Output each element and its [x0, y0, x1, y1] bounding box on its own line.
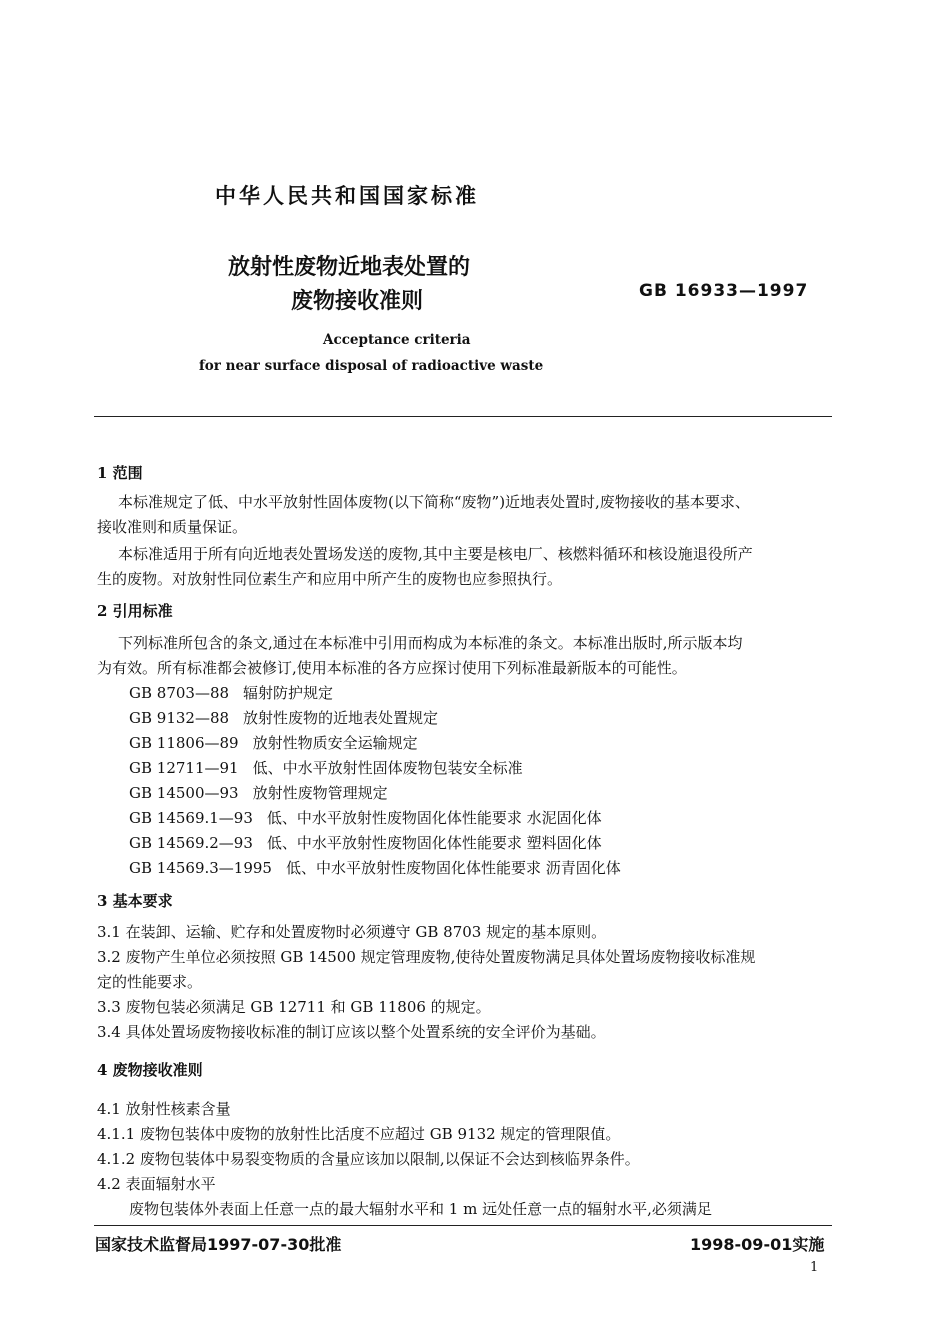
clause-4-1: 4.1 放射性核素含量 — [97, 1100, 231, 1118]
document-title-line2: 废物接收准则 — [291, 289, 424, 314]
clause-4-1-1: 4.1.1 废物包装体中废物的放射性比活度不应超过 GB 9132 规定的管理限值。 — [97, 1125, 621, 1143]
clause-3-4: 3.4 具体处置场废物接收标准的制订应该以整个处置系统的安全评价为基础。 — [97, 1023, 606, 1041]
english-title-line1: Acceptance criteria — [323, 332, 471, 348]
reference-item — [129, 807, 602, 828]
page-number: 1 — [810, 1260, 819, 1275]
reference-code: GB 11806—89 — [129, 734, 239, 752]
clause-4-2: 4.2 表面辐射水平 — [97, 1175, 216, 1193]
document-title-line1: 放射性废物近地表处置的 — [228, 255, 471, 280]
reference-item — [129, 732, 418, 753]
reference-title: 放射性废物的近地表处置规定 — [243, 709, 439, 727]
reference-code: GB 12711—91 — [129, 759, 239, 777]
reference-title: 低、中水平放射性废物固化体性能要求 沥青固化体 — [285, 859, 621, 877]
national-standard-heading: 中华人民共和国国家标准 — [215, 184, 479, 208]
reference-title: 放射性废物管理规定 — [252, 784, 388, 802]
footer-divider — [94, 1225, 832, 1226]
reference-item — [129, 682, 333, 703]
section-3-heading: 3 基本要求 — [97, 892, 173, 910]
clause-3-2-line1: 3.2 废物产生单位必须按照 GB 14500 规定管理废物,使待处置废物满足具体处置场废物接收标准规 — [97, 948, 756, 966]
section-2-heading: 2 引用标准 — [97, 602, 173, 620]
clause-4-1-2: 4.1.2 废物包装体中易裂变物质的含量应该加以限制,以保证不会达到核临界条件。 — [97, 1150, 640, 1168]
section-2-paragraph-line2: 为有效。所有标准都会被修订,使用本标准的各方应探讨使用下列标准最新版本的可能性。 — [97, 659, 687, 677]
reference-code: GB 9132—88 — [129, 709, 230, 727]
clause-3-3: 3.3 废物包装必须满足 GB 12711 和 GB 11806 的规定。 — [97, 998, 491, 1016]
reference-code: GB 14569.2—93 — [129, 834, 253, 852]
section-1-paragraph-2-line1: 本标准适用于所有向近地表处置场发送的废物,其中主要是核电厂、核燃料循环和核设施退役所产 — [118, 545, 753, 563]
reference-item — [129, 757, 523, 778]
standard-number: GB 16933—1997 — [639, 281, 809, 301]
reference-code: GB 14500—93 — [129, 784, 239, 802]
clause-3-2-line2: 定的性能要求。 — [97, 973, 203, 991]
section-2-paragraph-line1: 下列标准所包含的条文,通过在本标准中引用而构成为本标准的条文。本标准出版时,所示版本均 — [118, 634, 743, 652]
section-1-heading: 1 范围 — [97, 464, 143, 482]
reference-code: GB 14569.3—1995 — [129, 859, 272, 877]
reference-title: 低、中水平放射性废物固化体性能要求 塑料固化体 — [266, 834, 602, 852]
section-4-heading: 4 废物接收准则 — [97, 1061, 203, 1079]
clause-4-2-paragraph: 废物包装体外表面上任意一点的最大辐射水平和 1 m 远处任意一点的辐射水平,必须满足 — [129, 1200, 712, 1218]
header-divider — [94, 416, 832, 417]
section-1-paragraph-1-line2: 接收准则和质量保证。 — [97, 518, 248, 536]
reference-item — [129, 832, 602, 853]
reference-title: 低、中水平放射性废物固化体性能要求 水泥固化体 — [266, 809, 602, 827]
section-1-paragraph-1-line1: 本标准规定了低、中水平放射性固体废物(以下简称“废物”)近地表处置时,废物接收的基本要求、 — [118, 493, 750, 511]
reference-title: 低、中水平放射性固体废物包装安全标准 — [252, 759, 523, 777]
clause-3-1: 3.1 在装卸、运输、贮存和处置废物时必须遵守 GB 8703 规定的基本原则。 — [97, 923, 607, 941]
reference-item — [129, 857, 621, 878]
reference-code: GB 14569.1—93 — [129, 809, 253, 827]
implementation-date: 1998-09-01实施 — [690, 1235, 825, 1254]
section-1-paragraph-2-line2: 生的废物。对放射性同位素生产和应用中所产生的废物也应参照执行。 — [97, 570, 563, 588]
reference-title: 辐射防护规定 — [243, 684, 334, 702]
reference-title: 放射性物质安全运输规定 — [252, 734, 418, 752]
reference-item — [129, 707, 438, 728]
approval-date: 国家技术监督局1997-07-30批准 — [95, 1235, 342, 1254]
reference-item — [129, 782, 388, 803]
reference-code: GB 8703—88 — [129, 684, 230, 702]
english-title-line2: for near surface disposal of radioactive waste — [199, 358, 544, 374]
